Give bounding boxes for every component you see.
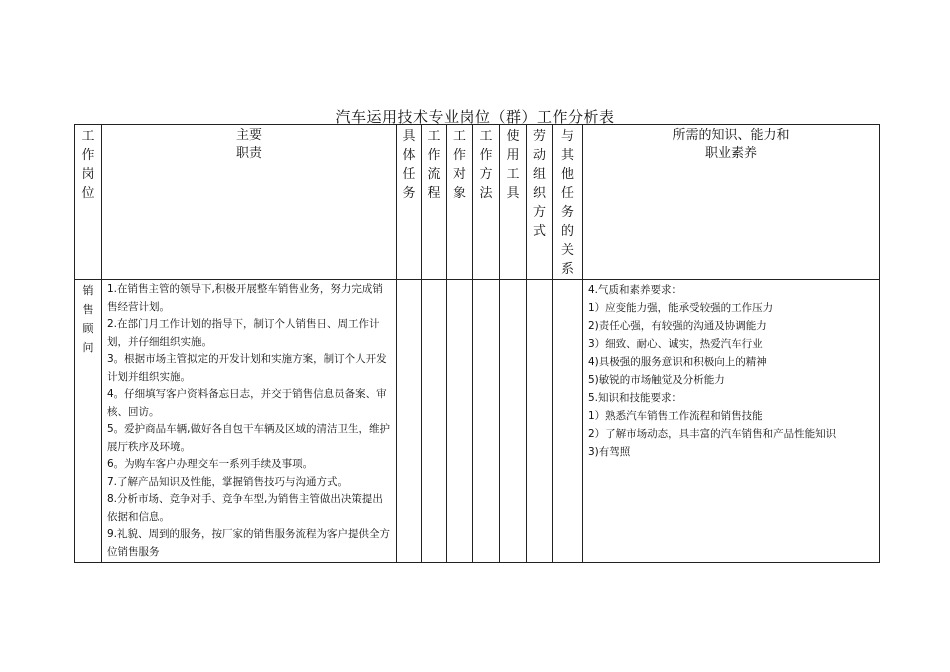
cell-tools [500, 280, 527, 563]
knowledge-item: 1）熟悉汽车销售工作流程和销售技能 [588, 410, 763, 422]
header-position: 工 作 岗 位 [75, 125, 102, 280]
knowledge-item: 4.气质和素养要求： [588, 284, 683, 296]
knowledge-item: 5)敏锐的市场触觉及分析能力 [588, 374, 725, 386]
duty-item: 7.了解产品知识及性能，掌握销售技巧与沟通方式。 [107, 475, 349, 488]
duty-item: 3。根据市场主管拟定的开发计划和实施方案，制订个人开发计划并组织实施。 [107, 353, 387, 383]
knowledge-item: 2)责任心强，有较强的沟通及协调能力 [588, 320, 767, 332]
duty-item: 5。爱护商品车辆,做好各自包干车辆及区域的清洁卫生，维护展厅秩序及环境。 [107, 423, 391, 453]
duty-item: 1.在销售主管的领导下,积极开展整车销售业务，努力完成销售经营计划。 [107, 283, 383, 313]
header-work-object: 工 作 对 象 [447, 125, 473, 280]
cell-workflow [422, 280, 447, 563]
header-knowledge: 所需的知识、能力和 职业素养 [583, 125, 880, 280]
duty-item: 8.分析市场、竞争对手、竞争车型,为销售主管做出决策提出依据和信息。 [107, 493, 383, 523]
cell-specific-task [397, 280, 422, 563]
header-workflow: 工 作 流 程 [422, 125, 447, 280]
knowledge-item: 4)具极强的服务意识和积极向上的精神 [588, 356, 767, 368]
job-analysis-table [74, 124, 880, 563]
cell-duties [102, 280, 397, 563]
knowledge-item: 3）细致、耐心、诚实，热爱汽车行业 [588, 338, 763, 350]
cell-labor-organization [527, 280, 553, 563]
cell-position: 销 售 顾 问 [75, 280, 102, 563]
header-row [75, 125, 880, 280]
duty-item: 6。为购车客户办理交车一系列手续及事项。 [107, 458, 314, 470]
header-specific-task: 具 体 任 务 [397, 125, 422, 280]
header-work-method: 工 作 方 法 [473, 125, 500, 280]
cell-work-method [473, 280, 500, 563]
cell-knowledge [583, 280, 880, 563]
header-labor-organization: 劳 动 组 织 方 式 [527, 125, 553, 280]
header-relation: 与 其 他 任 务 的 关 系 [553, 125, 583, 280]
knowledge-item: 5.知识和技能要求： [588, 392, 683, 404]
duty-item: 9.礼貌、周到的服务，按厂家的销售服务流程为客户提供全方位销售服务 [107, 528, 391, 558]
knowledge-item: 3)有驾照 [588, 446, 631, 458]
duty-item: 2.在部门月工作计划的指导下，制订个人销售日、周工作计划，并仔细组织实施。 [107, 318, 380, 348]
table-row [75, 280, 880, 563]
header-duties: 主要 职责 [102, 125, 397, 280]
knowledge-item: 1）应变能力强，能承受较强的工作压力 [588, 302, 774, 314]
header-tools: 使 用 工 具 [500, 125, 527, 280]
duty-item: 4。仔细填写客户资料备忘日志，并交于销售信息员备案、审核、回访。 [107, 388, 387, 418]
knowledge-item: 2）了解市场动态，具丰富的汽车销售和产品性能知识 [588, 428, 837, 440]
cell-work-object [447, 280, 473, 563]
cell-relation [553, 280, 583, 563]
page-title: 汽车运用技术专业岗位（群）工作分析表 [335, 108, 615, 126]
